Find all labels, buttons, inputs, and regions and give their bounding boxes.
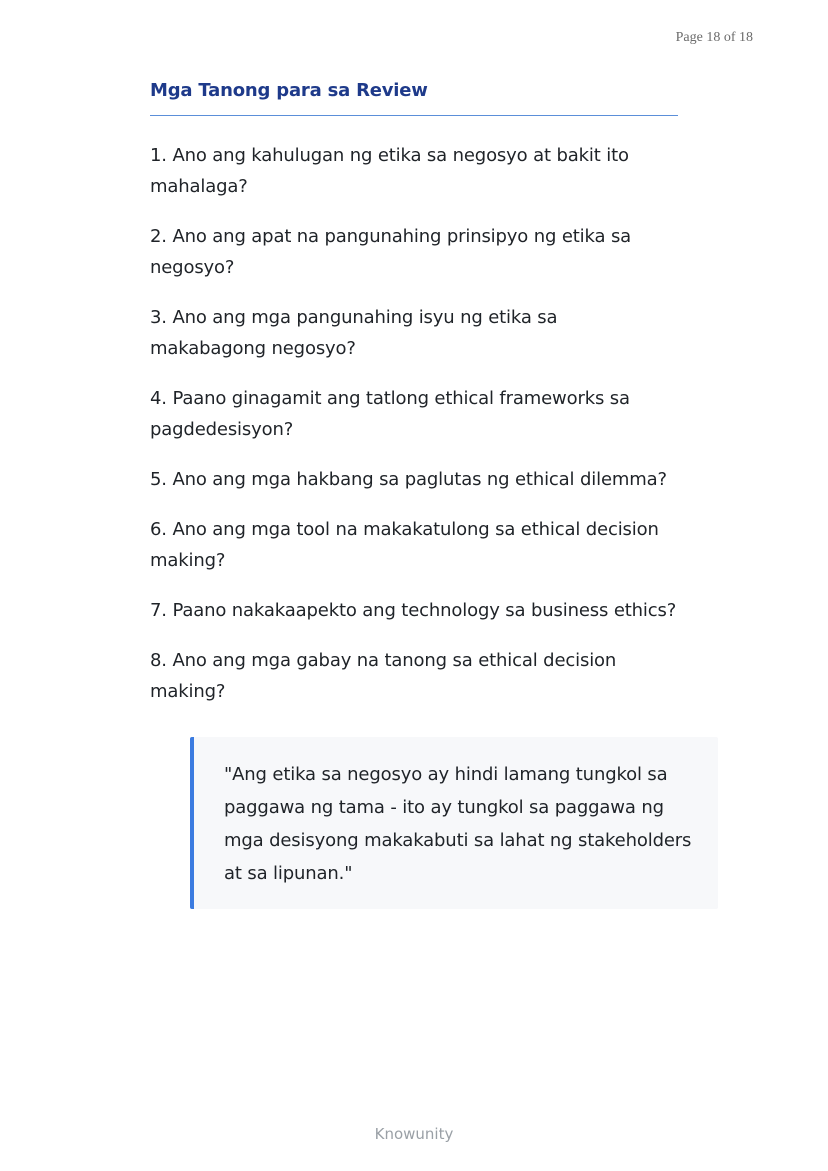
review-question-1: 1. Ano ang kahulugan ng etika sa negosyo at bakit ito mahalaga?	[150, 145, 629, 197]
review-question-5: 5. Ano ang mga hakbang sa paglutas ng ethical dilemma?	[150, 469, 667, 490]
review-question-6: 6. Ano ang mga tool na makakatulong sa ethical decision making?	[150, 519, 659, 571]
page-number: Page 18 of 18	[675, 30, 753, 45]
review-question-7: 7. Paano nakakaapekto ang technology sa business ethics?	[150, 600, 677, 621]
footer-brand: Knowunity	[374, 1125, 454, 1143]
section-title: Mga Tanong para sa Review	[150, 80, 678, 116]
quote-box	[190, 737, 718, 909]
document-content	[150, 80, 692, 925]
review-question-3: 3. Ano ang mga pangunahing isyu ng etika sa makabagong negosyo?	[150, 307, 558, 359]
quote-text: "Ang etika sa negosyo ay hindi lamang tungkol sa paggawa ng tama - ito ay tungkol sa paggawa ng mga desisyong makakabuti sa lahat ng stakeholders at sa lipunan."	[224, 764, 692, 884]
review-questions-list	[150, 140, 678, 707]
review-question-2: 2. Ano ang apat na pangunahing prinsipyo ng etika sa negosyo?	[150, 226, 632, 278]
review-question-4: 4. Paano ginagamit ang tatlong ethical frameworks sa pagdedesisyon?	[150, 388, 630, 440]
review-question-8: 8. Ano ang mga gabay na tanong sa ethical decision making?	[150, 650, 617, 702]
